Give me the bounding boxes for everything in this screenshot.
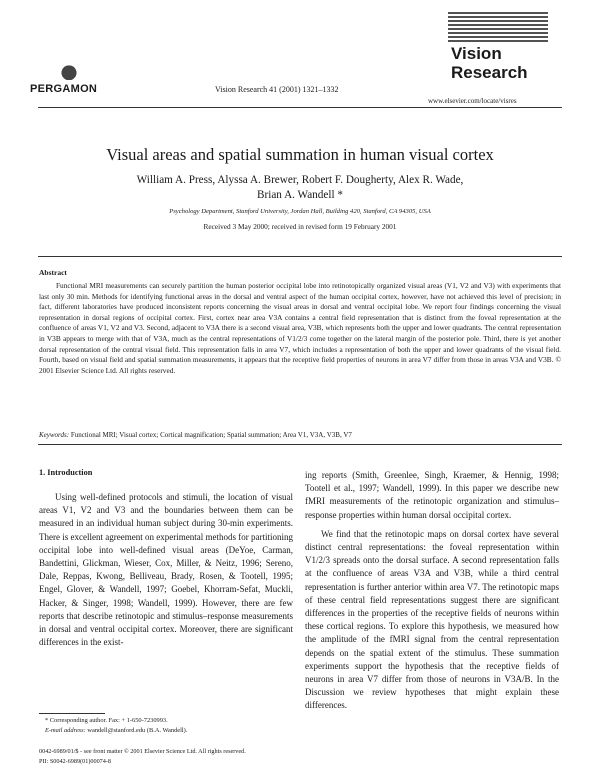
keywords-text: Functional MRI; Visual cortex; Cortical magnification; Spatial summation; Area V1, V3A, V3B, V7 bbox=[69, 431, 352, 439]
body-column-left bbox=[39, 491, 293, 649]
header-divider bbox=[38, 107, 562, 108]
intro-paragraph-1: Using well-defined protocols and stimuli, the location of visual areas V1, V2 and V3 and the boundaries between them can be measured in an individual human subject during 30-min experiments. There is excellent agreement on experimental methods for partitioning occipital lobe into well-defined visual areas (DeYoe, Carman, Bandettini, Glickman, Wieser, Cox, Miller, & Neitz, 1996; Sereno, Dale, Reppas, Kwong, Belliveau, Brady, Rosen, & Tootell, 1995; Engel, Glover, & Wandell, 1997; Goebel, Khorram-Sefat, Muckli, Hacker, & Singer, 1998; Wandell, 1999). However, there are few reports that describe retinotopic and stimulus–response measurements in dorsal and ventral occipital cortex. Moreover, there are significant differences in the exist- bbox=[39, 492, 293, 648]
journal-logo bbox=[448, 12, 558, 92]
pergamon-logo bbox=[30, 62, 110, 100]
author-list bbox=[60, 173, 540, 203]
abstract-heading: Abstract bbox=[39, 268, 67, 277]
intro-paragraph-1-continued: ing reports (Smith, Greenlee, Singh, Kraemer, & Hennig, 1998; Tootell et al., 1997; Wandell, 1999). In this paper we describe new fMRI measurements of the retinotopic organization and stimulus–response properties within human dorsal occipital cortex. bbox=[305, 470, 559, 520]
keywords bbox=[39, 431, 561, 439]
received-dates: Received 3 May 2000; received in revised form 19 February 2001 bbox=[203, 222, 397, 231]
journal-reference: Vision Research 41 (2001) 1321–1332 bbox=[215, 85, 339, 94]
article-title: Visual areas and spatial summation in human visual cortex bbox=[106, 145, 494, 164]
footnote-corresponding-author: * Corresponding author. Fax: + 1-650-7230993. bbox=[45, 717, 168, 724]
issn-line: 0042-6989/01/$ - see front matter © 2001 Elsevier Science Ltd. All rights reserved. bbox=[39, 748, 246, 755]
footnote-divider bbox=[39, 713, 105, 714]
authors-line-1: William A. Press, Alyssa A. Brewer, Robert F. Dougherty, Alex R. Wade, bbox=[136, 174, 464, 186]
journal-logo-stripes bbox=[448, 12, 548, 42]
journal-url[interactable]: www.elsevier.com/locate/visres bbox=[428, 97, 517, 105]
section-heading-introduction: 1. Introduction bbox=[39, 468, 93, 477]
journal-name-line2: Research bbox=[451, 63, 528, 82]
publisher-name: PERGAMON bbox=[30, 83, 98, 95]
abstract-bottom-divider bbox=[38, 444, 562, 445]
affiliation: Psychology Department, Stanford University, Jordan Hall, Building 420, Stanford, CA 94305, USA bbox=[169, 208, 431, 215]
journal-name-line1: Vision bbox=[451, 44, 502, 63]
email-label: E-mail address: bbox=[45, 727, 86, 734]
abstract-text: Functional MRI measurements can securely partition the human posterior occipital lobe into retinotopically organized visual areas (V1, V2 and V3) with experiments that last only 30 min. Methods for identifying functional areas in the dorsal and ventral aspect of the human occipital cortex, however, have not achieved this level of precision; in fact, different laboratories have produced inconsistent reports concerning the visual areas in dorsal and ventral occipital lobe. We report four findings concerning the visual representation in dorsal regions of occipital cortex. First, cortex near area V3A contains a central field representation that is distinct from the foveal representation at the confluence of areas V1, V2 and V3. Second, adjacent to V3A there is a second visual area, V3B, which represents both the upper and lower quadrants. The central representation in V3B appears to merge with that of V3A, much as the central representations of V1/2/3 come together on the lateral margin of the posterior pole. Third, there is yet another dorsal representation of the central visual field. This representation falls in area V7, which includes a representation of both the upper and lower quadrants of the visual field. Fourth, based on visual field and spatial summation measurements, it appears that the receptive field properties of neurons in area V7 differ from those in areas V3A and V3B. © 2001 Elsevier Science Ltd. All rights reserved. bbox=[39, 281, 561, 375]
abstract-top-divider bbox=[38, 256, 562, 257]
body-column-right bbox=[305, 469, 559, 713]
intro-paragraph-2: We find that the retinotopic maps on dorsal cortex have several distinct central representations: the foveal representation within V1/2/3 spreads onto the dorsal surface. A second representation falls at the confluence of areas V3A and V3B, while a third central representation is further anterior within area V7. The retinotopic maps of these central field representations suggest there are significant differences in the properties of the receptive fields of neurons within these cortical regions. To explore this hypothesis, we measured how the amplitude of the fMRI signal from the central representation depends on the spatial extent of the stimulus. These summation experiments support the hypothesis that the receptive fields of neurons in area V7 differ from those of neurons in V3A/B. In the Discussion we review hypotheses that might explain these differences. bbox=[305, 528, 559, 711]
pii-line: PII: S0042-6989(01)00074-8 bbox=[39, 758, 112, 765]
email-address[interactable]: wandell@stanford.edu (B.A. Wandell). bbox=[85, 727, 188, 734]
keywords-label: Keywords: bbox=[39, 431, 70, 439]
authors-line-2: Brian A. Wandell * bbox=[257, 189, 343, 201]
footnote-email bbox=[45, 727, 187, 734]
tree-icon bbox=[54, 62, 84, 80]
